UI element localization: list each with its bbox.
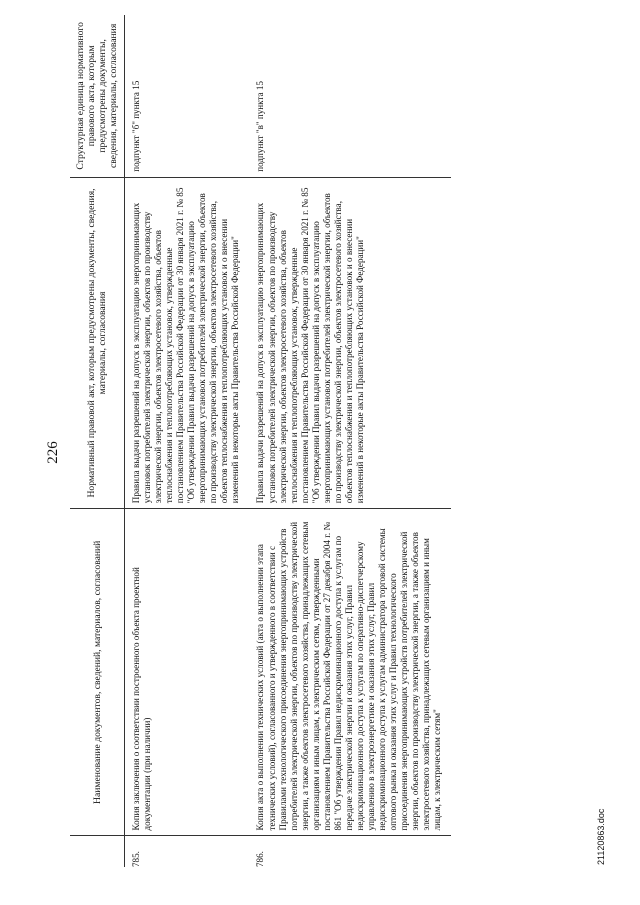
row-structural-unit: подпункт "б" пункта 15 [125, 15, 250, 177]
documents-table [70, 15, 451, 867]
table-row [125, 15, 250, 867]
header-structural-unit: Структурная единица нормативного правового акта, которым предусмотрены документы, сведения, материалы, согласования [70, 15, 125, 177]
table-header-row [70, 15, 125, 867]
table-row [249, 15, 451, 867]
row-number: 786. [255, 851, 266, 867]
header-document-name: Наименование документов, сведений, материалов, согласований [70, 509, 125, 836]
header-legal-act: Нормативный правовой акт, которым предусмотрены документы, сведения, материалы, согласования [70, 177, 125, 508]
row-document-name: Копия заключения о соответствии построенного объекта проектной документации (при наличии) [125, 509, 250, 836]
page-number: 226 [45, 441, 61, 464]
row-number: 785. [131, 851, 141, 867]
header-number [70, 836, 125, 867]
row-legal-act: Правила выдачи разрешений на допуск в эксплуатацию энергопринимающих установок потребителей электрической энергии, объектов по производству электрической энергии, объектов электросетевого хозяйства, объектов теплоснабжения и теплопотребляющих установок, утвержденные постановлением Правительства Российской Федерации от 30 января 2021 г. № 85 "Об утверждении Правил выдачи разрешений на допуск в эксплуатацию энергопринимающих установок потребителей электрической энергии, объектов по производству электрической энергии, объектов электросетевого хозяйства, объектов теплоснабжения и теплопотребляющих установок и о внесении изменений в некоторые акты Правительства Российской Федерации" [125, 177, 250, 508]
document-id: 21120863.doc [596, 808, 606, 865]
row-structural-unit: подпункт "в" пункта 15 [249, 15, 451, 177]
row-legal-act: Правила выдачи разрешений на допуск в эксплуатацию энергопринимающих установок потребителей электрической энергии, объектов по производству электрической энергии, объектов электросетевого хозяйства, объектов теплоснабжения и теплопотребляющих установок, утвержденные постановлением Правительства Российской Федерации от 30 января 2021 г. № 85 "Об утверждении Правил выдачи разрешений на допуск в эксплуатацию энергопринимающих установок потребителей электрической энергии, объектов по производству электрической энергии, объектов электросетевого хозяйства, объектов теплоснабжения и теплопотребляющих установок и о внесении изменений в некоторые акты Правительства Российской Федерации" [249, 177, 451, 508]
row-document-name: Копия акта о выполнении технических условий (акта о выполнении этапа технических условий), согласованного и утвержденного в соответствии с Правилами технологического присоединения энергопринимающих устройств потребителей электрической энергии, объектов по производству электрической энергии, а также объектов электросетевого хозяйства, принадлежащих сетевым организациям и иным лицам, к электрическим сетям, утвержденными постановлением Правительства Российской Федерации от 27 декабря 2004 г. № 861 "Об утверждении Правил недискриминационного доступа к услугам по передаче электрической энергии и оказания этих услуг, Правил недискриминационного доступа к услугам по оперативно-диспетчерскому управлению в электроэнергетике и оказания этих услуг, Правил недискриминационного доступа к услугам администратора торговой системы оптового рынка и оказания этих услуг и Правил технологического присоединения энергопринимающих устройств потребителей электрической энергии, объектов по производству электрической энергии, а также объектов электросетевого хозяйства, принадлежащих сетевым организациям и иным лицам, к электрическим сетям" [249, 509, 451, 836]
